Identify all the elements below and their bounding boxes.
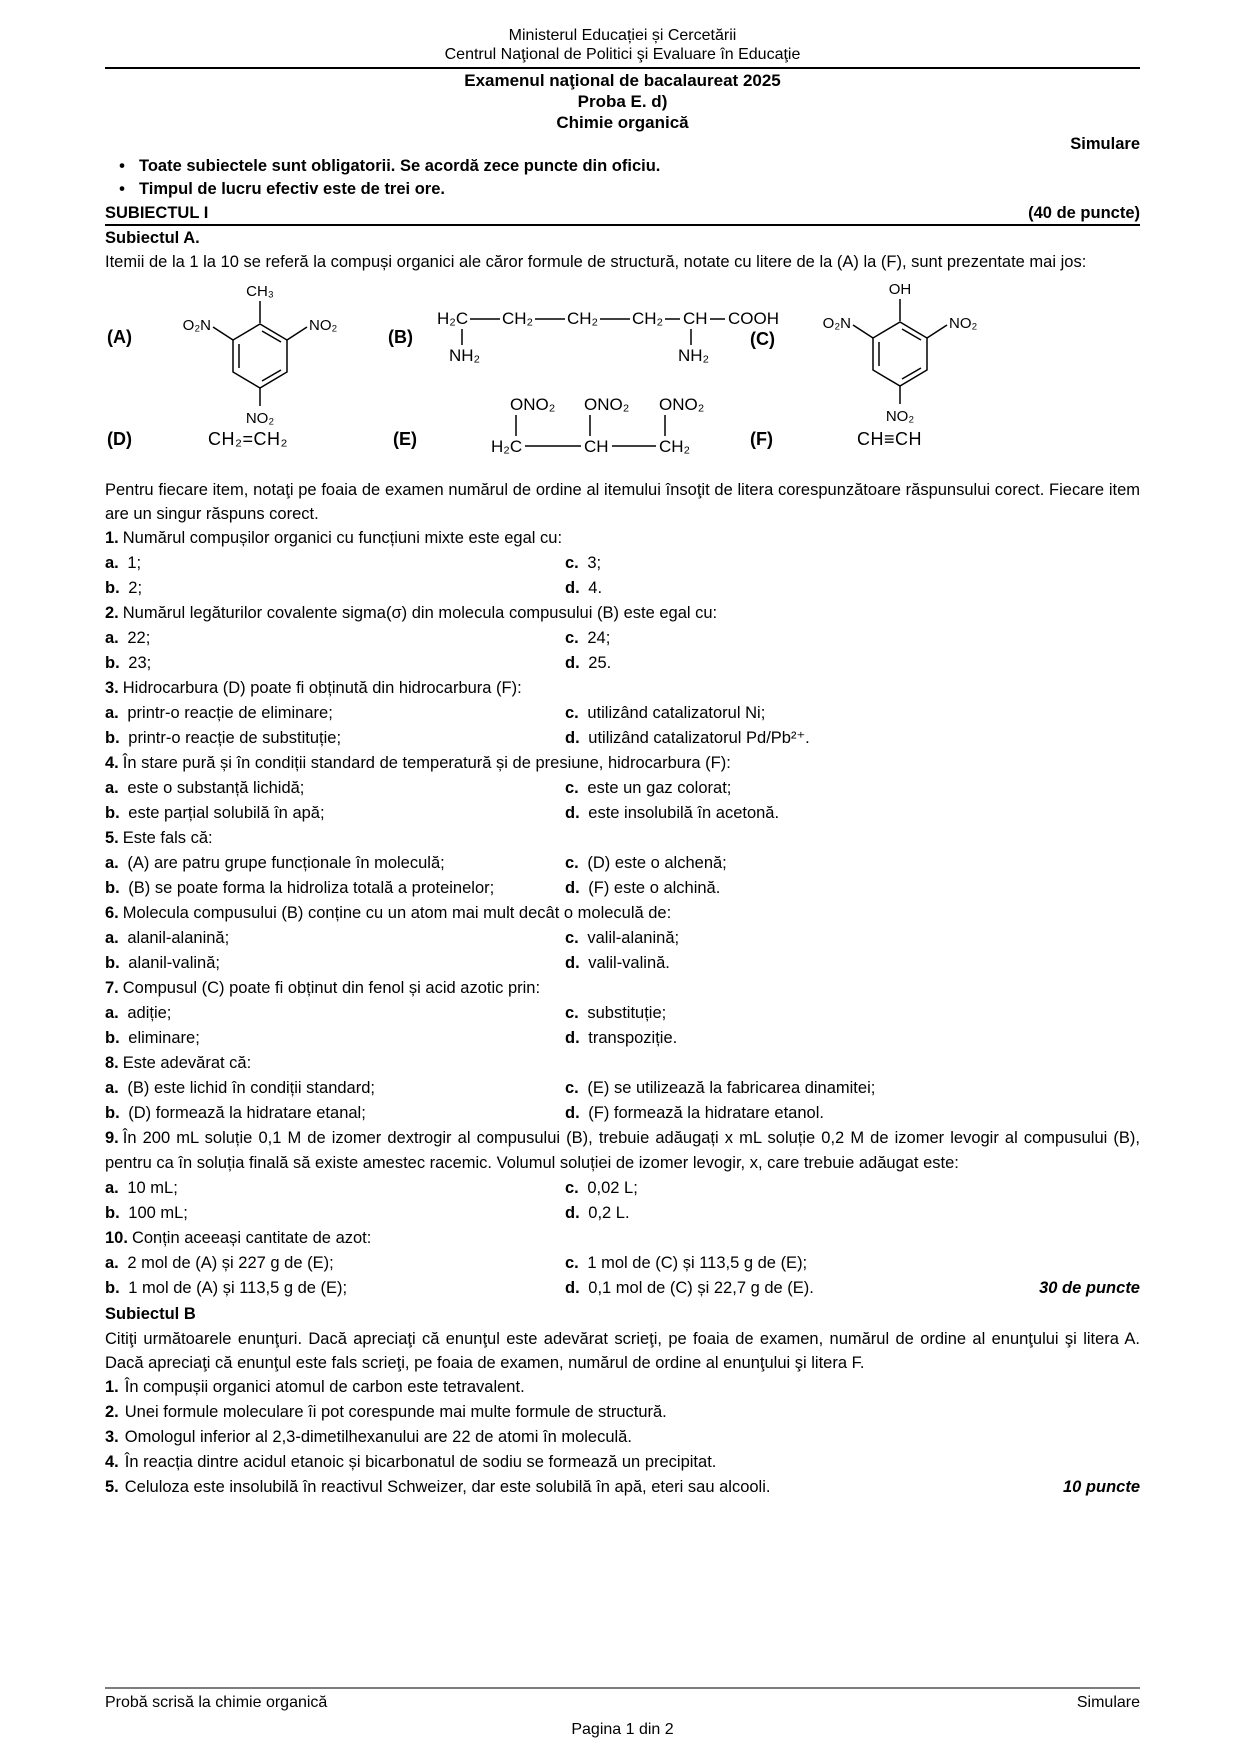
- subiectul1-points: (40 de puncte): [1028, 204, 1140, 222]
- simulare-label: Simulare: [1070, 135, 1140, 153]
- question-text: [105, 901, 1140, 926]
- options-row: [105, 926, 1140, 951]
- question-statement: Molecula compusului (B) conține cu un atom mai mult decât o moleculă de:: [122, 904, 672, 922]
- option-letter: d.: [565, 1104, 580, 1122]
- options-row: [105, 876, 1140, 901]
- structure-E-label: (E): [393, 429, 417, 449]
- question-number: 8.: [105, 1054, 119, 1072]
- option-letter: d.: [565, 1279, 580, 1297]
- bullet-icon: •: [119, 157, 125, 175]
- option-text: 24;: [587, 629, 611, 647]
- option: [565, 776, 731, 801]
- question-block: [105, 1051, 1140, 1126]
- structure-E-nitroglycerin: [485, 396, 705, 458]
- exam-subject: Chimie organică: [556, 113, 689, 132]
- statement-item: [105, 1475, 1140, 1500]
- structure-C-label: (C): [750, 329, 775, 349]
- question-statement: Compusul (C) poate fi obținut din fenol și acid azotic prin:: [122, 979, 541, 997]
- option: [565, 626, 610, 651]
- question-text: [105, 601, 1140, 626]
- options-row: [105, 1251, 1140, 1276]
- option-text: substituție;: [587, 1004, 667, 1022]
- option-letter: c.: [565, 929, 579, 947]
- option: [105, 801, 565, 826]
- option: [105, 626, 565, 651]
- option-text: valil-alanină;: [587, 929, 680, 947]
- header-divider: [105, 67, 1140, 69]
- partA-title: Subiectul A.: [105, 229, 200, 247]
- question-text: [105, 676, 1140, 701]
- ministry-line1: Ministerul Educației și Cercetării: [508, 27, 737, 44]
- options-row: [105, 851, 1140, 876]
- option-letter: a.: [105, 1004, 119, 1022]
- option: [105, 1276, 565, 1301]
- question-text: [105, 976, 1140, 1001]
- question-block: [105, 751, 1140, 826]
- option: [565, 651, 611, 676]
- amino-group: NH₂: [449, 346, 481, 365]
- option: [565, 926, 679, 951]
- question-statement: Hidrocarbura (D) poate fi obținută din hidrocarbura (F):: [122, 679, 522, 697]
- structure-D-ethene: CH₂=CH₂: [208, 429, 288, 449]
- partB-list: [105, 1375, 1140, 1500]
- option-text: 2 mol de (A) și 227 g de (E);: [127, 1254, 334, 1272]
- option-letter: c.: [565, 779, 579, 797]
- amino-group: NH₂: [678, 346, 710, 365]
- option-text: alanil-valină;: [128, 954, 220, 972]
- double-bond: [262, 370, 281, 381]
- option-text: este un gaz colorat;: [587, 779, 732, 797]
- option-text: 1;: [127, 554, 142, 572]
- question-statement: În 200 mL soluție 0,1 M de izomer dextrogir al compusului (B), trebuie adăugați x mL soluție 0,2 M de izomer levogir al compusului (B), pentru ca în soluția finală să existe amestec racemic. Volumul soluției de izomer levogir, x, care trebuie adăugat este:: [105, 1129, 1140, 1172]
- option-text: alanil-alanină;: [127, 929, 230, 947]
- option: [565, 851, 727, 876]
- statement-text: Celuloza este insolubilă în reactivul Schweizer, dar este solubilă în apă, eteri sau alcooli.: [124, 1478, 771, 1496]
- double-bond: [902, 368, 921, 379]
- footer-divider: [105, 1687, 1140, 1689]
- option-text: 0,02 L;: [587, 1179, 638, 1197]
- structure-A-label: (A): [107, 327, 132, 347]
- statement-item: [105, 1400, 1140, 1425]
- question-statement: Numărul compușilor organici cu funcțiuni mixte este egal cu:: [122, 529, 563, 547]
- option-letter: b.: [105, 729, 120, 747]
- benzene-ring: [873, 322, 927, 386]
- option-text: 10 mL;: [127, 1179, 178, 1197]
- option-letter: b.: [105, 654, 120, 672]
- option: [105, 1201, 565, 1226]
- option-letter: d.: [565, 729, 580, 747]
- option: [105, 876, 565, 901]
- note-2: [105, 178, 1140, 201]
- option-letter: c.: [565, 554, 579, 572]
- option-text: (A) are patru grupe funcționale în moleculă;: [127, 854, 445, 872]
- option-letter: d.: [565, 804, 580, 822]
- options-row: [105, 1076, 1140, 1101]
- question-statement: Conțin aceeași cantitate de azot:: [131, 1229, 372, 1247]
- question-number: 5.: [105, 829, 119, 847]
- option-letter: b.: [105, 1029, 120, 1047]
- option-text: este parțial solubilă în apă;: [128, 804, 325, 822]
- double-bond: [262, 331, 281, 342]
- structure-A-trinitrotoluene: [165, 280, 355, 428]
- options-row: [105, 1201, 1140, 1226]
- statement-text: Unei formule moleculare îi pot corespunde mai multe formule de structură.: [124, 1403, 667, 1421]
- option-text: utilizând catalizatorul Ni;: [587, 704, 766, 722]
- option: [105, 851, 565, 876]
- option-text: 100 mL;: [128, 1204, 188, 1222]
- statement-item: [105, 1450, 1140, 1475]
- question-number: 4.: [105, 754, 119, 772]
- option: [565, 551, 601, 576]
- option: [565, 1276, 814, 1301]
- option-letter: b.: [105, 1204, 120, 1222]
- option-text: este o substanță lichidă;: [127, 779, 305, 797]
- group: CH₂: [632, 309, 664, 328]
- option-letter: a.: [105, 1179, 119, 1197]
- option-text: 1 mol de (C) și 113,5 g de (E);: [587, 1254, 808, 1272]
- option-text: 0,1 mol de (C) și 22,7 g de (E).: [588, 1279, 814, 1297]
- nitrate-group: ONO₂: [584, 396, 630, 414]
- statement-text: În compușii organici atomul de carbon este tetravalent.: [124, 1378, 525, 1396]
- options-row: [105, 1276, 1140, 1301]
- option: [565, 576, 602, 601]
- option-text: (B) este lichid în condiții standard;: [127, 1079, 375, 1097]
- option-text: adiție;: [127, 1004, 172, 1022]
- options-row: [105, 1176, 1140, 1201]
- options-row: [105, 551, 1140, 576]
- subiectul1-title: SUBIECTUL I: [105, 204, 209, 222]
- option-letter: d.: [565, 879, 580, 897]
- options-row: [105, 1101, 1140, 1126]
- option-text: 0,2 L.: [588, 1204, 630, 1222]
- note-1: [105, 155, 1140, 178]
- question-number: 10.: [105, 1229, 128, 1247]
- question-block: [105, 1226, 1140, 1301]
- options-row: [105, 726, 1140, 751]
- question-statement: Numărul legăturilor covalente sigma(σ) din molecula compusului (B) este egal cu:: [122, 604, 718, 622]
- statement-number: 2.: [105, 1403, 119, 1421]
- question-block: [105, 826, 1140, 901]
- structure-D-label: (D): [107, 429, 132, 449]
- option-letter: d.: [565, 954, 580, 972]
- nitrate-group: ONO₂: [510, 396, 556, 414]
- option: [105, 1026, 565, 1051]
- exam-title: Examenul naţional de bacalaureat 2025: [464, 71, 781, 90]
- group: CH₂: [659, 437, 691, 456]
- group: CH: [683, 309, 708, 328]
- option-letter: c.: [565, 704, 579, 722]
- option-text: (D) formează la hidratare etanal;: [128, 1104, 366, 1122]
- question-block: [105, 976, 1140, 1051]
- option-letter: c.: [565, 854, 579, 872]
- option: [105, 576, 565, 601]
- option: [565, 876, 720, 901]
- option: [105, 776, 565, 801]
- option-letter: a.: [105, 1254, 119, 1272]
- partA-intro: Itemii de la 1 la 10 se referă la compuși organici ale căror formule de structură, notate cu litere de la (A) la (F), sunt prezentate mai jos:: [105, 253, 1087, 271]
- option-text: (D) este o alchenă;: [587, 854, 727, 872]
- option-letter: c.: [565, 629, 579, 647]
- points-label: 10 puncte: [1062, 1478, 1140, 1496]
- options-row: [105, 1026, 1140, 1051]
- group: CH₂: [567, 309, 599, 328]
- statement-text: În reacția dintre acidul etanoic și bicarbonatul de sodiu se formează un precipitat.: [124, 1453, 717, 1471]
- option-text: valil-valină.: [588, 954, 670, 972]
- question-number: 2.: [105, 604, 119, 622]
- option-text: eliminare;: [128, 1029, 200, 1047]
- substituent-left: O₂N: [822, 315, 851, 332]
- substituent-right: NO₂: [309, 317, 338, 334]
- footer-left: Probă scrisă la chimie organică: [105, 1694, 328, 1711]
- question-text: [105, 526, 1140, 551]
- option-letter: a.: [105, 629, 119, 647]
- partB-intro: Citiţi următoarele enunţuri. Dacă apreciaţi că enunţul este adevărat scrieţi, pe foaia de examen, numărul de ordine al enunţului şi litera A. Dacă apreciaţi că enunţul este fals scrieţi, pe foaia de examen, numărul de ordine al enunţului şi litera F.: [105, 1330, 1140, 1372]
- bullet-icon: •: [119, 180, 125, 198]
- option: [105, 551, 565, 576]
- option: [565, 1101, 824, 1126]
- statement-number: 4.: [105, 1453, 119, 1471]
- question-number: 1.: [105, 529, 119, 547]
- option-text: (F) este o alchină.: [588, 879, 721, 897]
- ministry-line2: Centrul Naţional de Politici şi Evaluare în Educaţie: [444, 46, 801, 63]
- options-row: [105, 1001, 1140, 1026]
- group: COOH: [728, 309, 779, 328]
- option-text: (B) se poate forma la hidroliza totală a proteinelor;: [128, 879, 495, 897]
- statement-item: [105, 1425, 1140, 1450]
- option-letter: c.: [565, 1079, 579, 1097]
- structure-C-picric-acid: [805, 278, 995, 426]
- option-text: 1 mol de (A) și 113,5 g de (E);: [128, 1279, 348, 1297]
- option: [105, 1076, 565, 1101]
- option-letter: d.: [565, 1204, 580, 1222]
- option: [105, 726, 565, 751]
- option: [105, 951, 565, 976]
- group: CH₂: [502, 309, 534, 328]
- note-text: Timpul de lucru efectiv este de trei ore.: [139, 180, 445, 198]
- question-text: [105, 751, 1140, 776]
- option-text: 2;: [128, 579, 143, 597]
- option-letter: b.: [105, 954, 120, 972]
- option-text: printr-o reacție de substituție;: [128, 729, 342, 747]
- options-row: [105, 951, 1140, 976]
- question-number: 7.: [105, 979, 119, 997]
- bond: [927, 325, 947, 338]
- option: [105, 651, 565, 676]
- bond: [853, 325, 873, 338]
- option: [565, 1251, 807, 1276]
- option: [105, 1101, 565, 1126]
- option-letter: b.: [105, 1104, 120, 1122]
- question-block: [105, 526, 1140, 601]
- substituent-bottom: NO₂: [885, 408, 915, 425]
- option: [565, 1076, 875, 1101]
- options-row: [105, 576, 1140, 601]
- group: H₂C: [491, 437, 523, 456]
- statement-number: 5.: [105, 1478, 119, 1496]
- double-bond: [902, 329, 921, 340]
- exam-proba: Proba E. d): [577, 92, 668, 111]
- option-letter: a.: [105, 929, 119, 947]
- option-letter: b.: [105, 804, 120, 822]
- option: [565, 801, 779, 826]
- option-text: este insolubilă în acetonă.: [588, 804, 780, 822]
- benzene-ring: [233, 324, 287, 388]
- structure-B-lysine: [437, 306, 782, 368]
- option-letter: a.: [105, 779, 119, 797]
- structure-B-label: (B): [388, 327, 413, 347]
- option: [105, 926, 565, 951]
- group: H₂C: [437, 309, 469, 328]
- option-letter: a.: [105, 1079, 119, 1097]
- option-text: (E) se utilizează la fabricarea dinamitei;: [587, 1079, 876, 1097]
- footer-row: [105, 1691, 1140, 1715]
- option-text: printr-o reacție de eliminare;: [127, 704, 333, 722]
- option: [565, 1176, 638, 1201]
- option-letter: b.: [105, 879, 120, 897]
- option-letter: b.: [105, 1279, 120, 1297]
- option-letter: c.: [565, 1254, 579, 1272]
- question-block: [105, 901, 1140, 976]
- option-letter: d.: [565, 579, 580, 597]
- questions-list: [105, 526, 1140, 1301]
- option-text: 3;: [587, 554, 602, 572]
- partB-title: Subiectul B: [105, 1305, 196, 1323]
- option: [565, 1026, 677, 1051]
- options-row: [105, 801, 1140, 826]
- option: [565, 1001, 666, 1026]
- option: [565, 951, 670, 976]
- structure-F-acetylene: CH≡CH: [857, 429, 922, 449]
- question-number: 9.: [105, 1129, 119, 1147]
- note-text: Toate subiectele sunt obligatorii. Se acordă zece puncte din oficiu.: [139, 157, 661, 175]
- options-row: [105, 776, 1140, 801]
- question-statement: Este adevărat că:: [122, 1054, 252, 1072]
- bond: [287, 327, 307, 340]
- statement-number: 3.: [105, 1428, 119, 1446]
- question-statement: Este fals că:: [122, 829, 213, 847]
- structure-F-label: (F): [750, 429, 773, 449]
- question-text: [105, 826, 1140, 851]
- question-block: [105, 1126, 1140, 1226]
- option-text: 25.: [588, 654, 612, 672]
- substituent-right: NO₂: [949, 315, 978, 332]
- option-letter: d.: [565, 1029, 580, 1047]
- option-text: 22;: [127, 629, 151, 647]
- question-text: [105, 1051, 1140, 1076]
- question-text: [105, 1126, 1140, 1176]
- bond: [213, 327, 233, 340]
- nitrate-group: ONO₂: [659, 396, 705, 414]
- option-letter: c.: [565, 1004, 579, 1022]
- substituent-bottom: NO₂: [245, 410, 275, 427]
- option-text: 23;: [128, 654, 152, 672]
- option-letter: c.: [565, 1179, 579, 1197]
- question-block: [105, 601, 1140, 676]
- option: [565, 1201, 630, 1226]
- option: [105, 1251, 565, 1276]
- page-footer: [105, 1687, 1140, 1739]
- options-row: [105, 701, 1140, 726]
- question-text: [105, 1226, 1140, 1251]
- option-letter: b.: [105, 579, 120, 597]
- question-block: [105, 676, 1140, 751]
- option: [105, 1176, 565, 1201]
- option-letter: d.: [565, 654, 580, 672]
- statement-number: 1.: [105, 1378, 119, 1396]
- option: [565, 726, 810, 751]
- option-text: utilizând catalizatorul Pd/Pb²⁺.: [588, 729, 810, 747]
- items-instructions: Pentru fiecare item, notaţi pe foaia de examen numărul de ordine al itemului însoţit de litera corespunzătoare răspunsului corect. Fiecare item are un singur răspuns corect.: [105, 481, 1140, 523]
- page-number: Pagina 1 din 2: [571, 1721, 674, 1738]
- statement-text: Omologul inferior al 2,3-dimetilhexanului are 22 de atomi în moleculă.: [124, 1428, 632, 1446]
- question-statement: În stare pură și în condiții standard de temperatură și de presiune, hidrocarbura (F):: [122, 754, 731, 772]
- statement-item: [105, 1375, 1140, 1400]
- options-row: [105, 626, 1140, 651]
- option-letter: a.: [105, 554, 119, 572]
- options-row: [105, 651, 1140, 676]
- option: [565, 701, 765, 726]
- structures-figure: [105, 278, 1140, 478]
- points-label: 30 de puncte: [1039, 1279, 1140, 1297]
- substituent-top: OH: [888, 281, 912, 298]
- option: [105, 1001, 565, 1026]
- substituent-left: O₂N: [182, 317, 211, 334]
- substituent-top: CH₃: [246, 283, 274, 300]
- option-text: transpoziție.: [588, 1029, 678, 1047]
- option-letter: a.: [105, 854, 119, 872]
- option: [105, 701, 565, 726]
- question-number: 3.: [105, 679, 119, 697]
- option-text: 4.: [588, 579, 603, 597]
- question-number: 6.: [105, 904, 119, 922]
- footer-right: Simulare: [1076, 1694, 1140, 1711]
- option-letter: a.: [105, 704, 119, 722]
- option-text: (F) formează la hidratare etanol.: [588, 1104, 824, 1122]
- subiectul1-header: [105, 202, 1140, 226]
- group: CH: [584, 437, 609, 456]
